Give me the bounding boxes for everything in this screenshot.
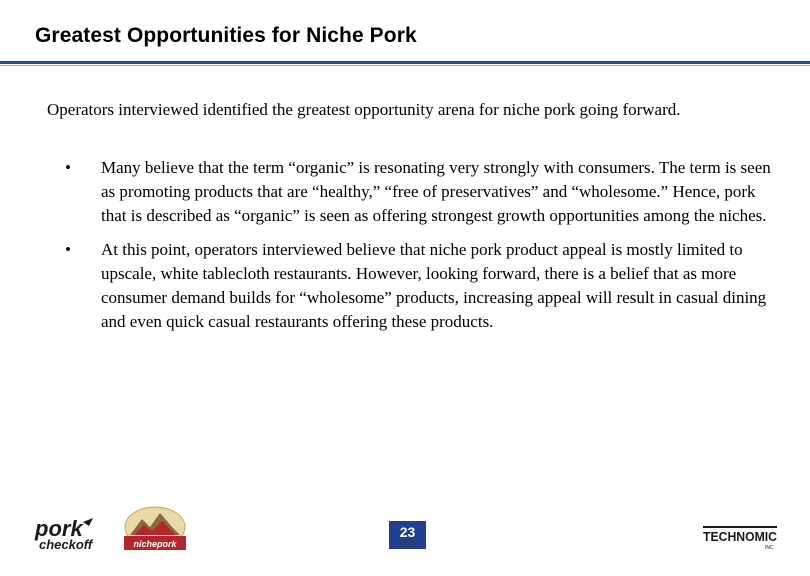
bullet-text: At this point, operators interviewed believe that niche pork product appeal is mostly limited to upscale, white tablecloth restaurants. However, looking forward, there is a belief that as more consumer demand builds for “wholesome” products, increasing appeal will result in casual dining and even quick casual restaurants offering these products. — [101, 240, 767, 331]
title-divider — [0, 61, 810, 64]
technomic-logo-inc: INC — [765, 545, 774, 551]
bullet-icon: • — [65, 240, 71, 259]
page-number-shadow: 23 — [400, 536, 415, 550]
bullet-text: Many believe that the term “organic” is resonating very strongly with consumers. The term is seen as promoting products that are “healthy,” “free of preservatives” and “wholesome.” Hence, pork that is described as “organic” is seen as offering strongest growth opportunities among the niches. — [101, 158, 771, 225]
pork-logo-subword: checkoff — [39, 537, 93, 552]
bullet-list — [63, 156, 773, 344]
list-item — [63, 238, 773, 334]
nichepork-logo — [120, 505, 190, 553]
intro-paragraph: Operators interviewed identified the greatest opportunity arena for niche pork going forward. — [47, 100, 681, 119]
nichepork-logo-text: nichepork — [133, 539, 177, 549]
slide-title: Greatest Opportunities for Niche Pork — [35, 24, 417, 47]
technomic-logo-text: TECHNOMIC — [703, 530, 777, 544]
page-number: 23 — [399, 524, 416, 540]
bullet-icon: • — [65, 158, 71, 177]
pork-checkoff-logo — [33, 516, 111, 552]
list-item — [63, 156, 773, 228]
pork-logo-word: pork — [35, 516, 83, 541]
title-divider-thin — [0, 65, 810, 66]
technomic-logo — [703, 524, 783, 552]
